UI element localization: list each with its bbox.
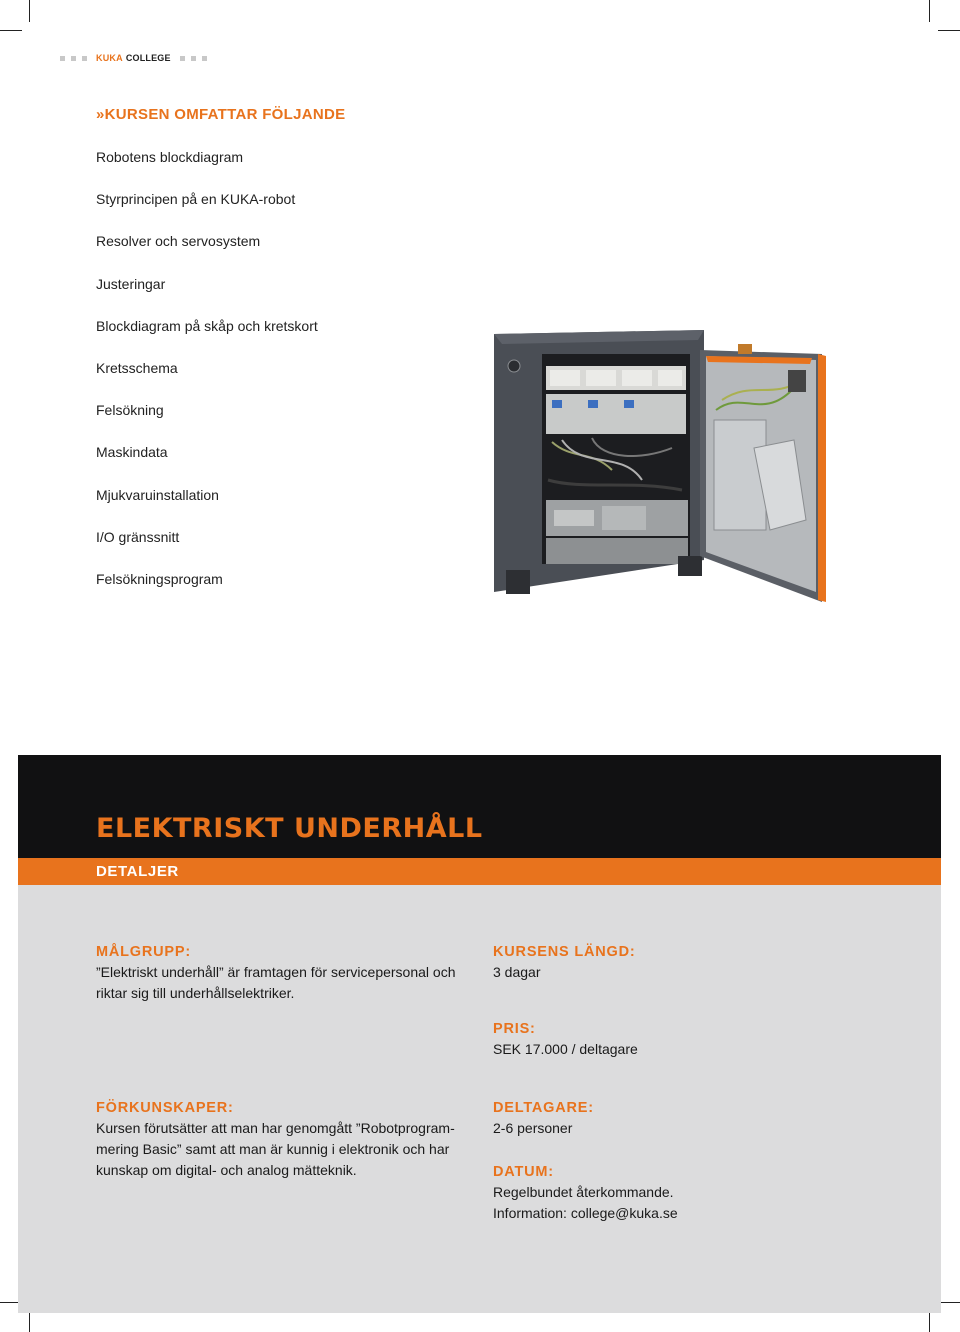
price-label: PRIS: — [493, 1021, 536, 1037]
topic-item: Styrprincipen på en KUKA-robot — [96, 191, 296, 208]
decor-square — [71, 56, 76, 61]
target-group-block — [96, 942, 476, 1004]
topic-item: Justeringar — [96, 275, 166, 292]
topic-item: Resolver och servosystem — [96, 233, 261, 250]
price-block — [493, 1019, 893, 1060]
participants-label: DELTAGARE: — [493, 1100, 594, 1116]
decor-square — [191, 56, 196, 61]
date-text: Regelbundet återkommande. — [493, 1184, 674, 1200]
crop-mark — [0, 30, 22, 31]
topic-item: Blockdiagram på skåp och kretskort — [96, 317, 318, 334]
participants-value: 2-6 personer — [493, 1120, 573, 1136]
course-content-heading: »KURSEN OMFATTAR FÖLJANDE — [96, 106, 346, 123]
details-heading: DETALJER — [96, 863, 179, 880]
prerequisites-block — [96, 1098, 476, 1181]
participants-block — [493, 1098, 893, 1139]
target-group-text: riktar sig till underhållselektriker. — [96, 985, 295, 1001]
price-value: SEK 17.000 / deltagare — [493, 1041, 638, 1057]
prerequisites-text: kunskap om digital- och analog mätteknik. — [96, 1162, 357, 1178]
date-label: DATUM: — [493, 1164, 554, 1180]
topic-item: Mjukvaruinstallation — [96, 486, 219, 503]
crop-mark — [29, 1312, 30, 1332]
topic-item: Robotens blockdiagram — [96, 149, 244, 165]
topic-item: I/O gränssnitt — [96, 528, 180, 545]
length-value: 3 dagar — [493, 964, 541, 980]
prerequisites-label: FÖRKUNSKAPER: — [96, 1100, 234, 1116]
crop-mark — [929, 1312, 930, 1332]
length-block — [493, 942, 893, 983]
topic-item: Maskindata — [96, 444, 168, 461]
details-bar — [18, 858, 941, 885]
brand-college: COLLEGE — [125, 53, 171, 63]
date-block — [493, 1162, 893, 1224]
crop-mark — [938, 1302, 960, 1303]
crop-mark — [929, 0, 930, 22]
topic-item: Kretsschema — [96, 359, 178, 376]
decor-square — [202, 56, 207, 61]
decor-square — [82, 56, 87, 61]
decor-square — [180, 56, 185, 61]
brand-header — [60, 53, 213, 63]
crop-mark — [29, 0, 30, 22]
course-title: ELEKTRISKT UNDERHÅLL — [96, 813, 483, 844]
decor-square — [60, 56, 65, 61]
contact-info: Information: college@kuka.se — [493, 1205, 678, 1221]
brand-kuka: KUKA — [96, 53, 123, 63]
topic-item: Felsökningsprogram — [96, 570, 223, 587]
topic-list — [96, 148, 318, 612]
target-group-label: MÅLGRUPP: — [96, 944, 191, 960]
prerequisites-text: mering Basic” samt att man är kunnig i elektronik och har — [96, 1141, 450, 1157]
prerequisites-text: Kursen förutsätter att man har genomgått ”Robotprogram- — [96, 1120, 455, 1136]
target-group-text: ”Elektriskt underhåll” är framtagen för servicepersonal och — [96, 964, 456, 980]
control-cabinet-photo — [492, 330, 826, 602]
length-label: KURSENS LÄNGD: — [493, 944, 636, 960]
topic-item: Felsökning — [96, 402, 164, 419]
crop-mark — [938, 30, 960, 31]
